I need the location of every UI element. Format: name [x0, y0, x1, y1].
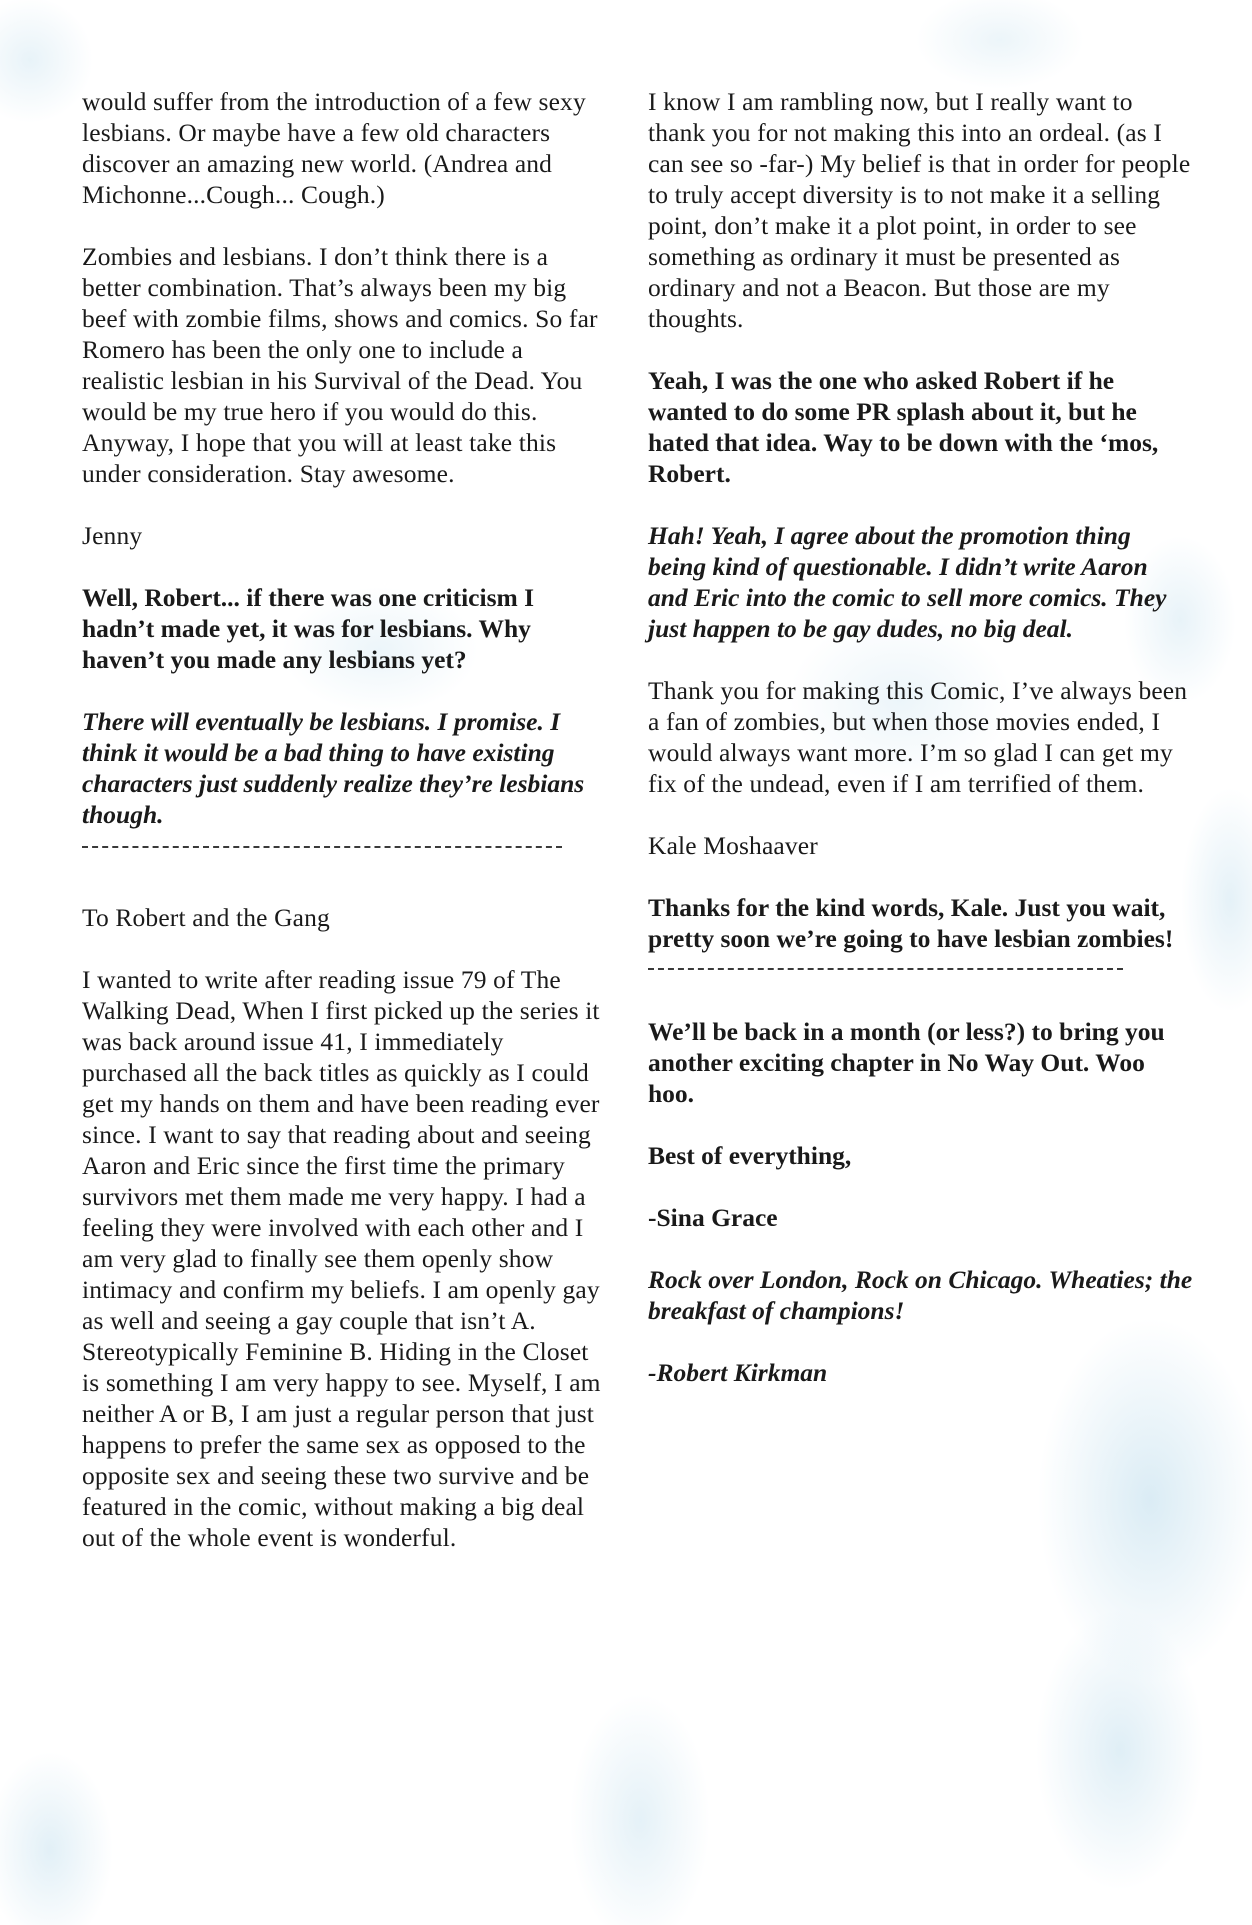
letter-continuation: would suffer from the introduction of a few sexy lesbians. Or maybe have a few old characters discover an amazing new world. (Andrea and Michonne...Cough... Cough.) — [82, 87, 586, 209]
sign-off: Best of everything, — [648, 1141, 852, 1170]
section-divider — [648, 968, 1123, 970]
letter-salutation: To Robert and the Gang — [82, 903, 330, 932]
editor-signature: -Sina Grace — [648, 1203, 778, 1232]
closing-note: We’ll be back in a month (or less?) to bring you another exciting chapter in No Way Out. Woo hoo. — [648, 1017, 1165, 1108]
kirkman-closing: Rock over London, Rock on Chicago. Wheaties; the breakfast of champions! — [648, 1265, 1193, 1325]
editor-reply: Thanks for the kind words, Kale. Just you wait, pretty soon we’re going to have lesbian zombies! — [648, 893, 1174, 953]
right-column — [648, 86, 1193, 1419]
letter-signature: Kale Moshaaver — [648, 831, 818, 860]
kirkman-signature: -Robert Kirkman — [648, 1358, 828, 1387]
editor-reply: Yeah, I was the one who asked Robert if he wanted to do some PR splash about it, but he hated that idea. Way to be down with the ‘mos, Robert. — [648, 366, 1159, 488]
letter-signature: Jenny — [82, 521, 143, 550]
kirkman-reply: There will eventually be lesbians. I promise. I think it would be a bad thing to have existing characters just suddenly realize they’re lesbians though. — [82, 707, 585, 829]
kirkman-reply: Hah! Yeah, I agree about the promotion thing being kind of questionable. I didn’t write Aaron and Eric into the comic to sell more comics. They just happen to be gay dudes, no big deal. — [648, 521, 1167, 643]
letter-paragraph: Zombies and lesbians. I don’t think there is a better combination. That’s always been my big beef with zombie films, shows and comics. So far Romero has been the only one to include a realistic lesbian in his Survival of the Dead. You would be my true hero if you would do this. Anyway, I hope that you will at least take this under consideration. Stay awesome. — [82, 242, 598, 488]
section-divider — [82, 846, 562, 848]
left-column — [82, 86, 607, 1584]
letter-body: Thank you for making this Comic, I’ve always been a fan of zombies, but when those movies ended, I would always want more. I’m so glad I can get my fix of the undead, even if I am terrified of them. — [648, 676, 1188, 798]
letter-body: I wanted to write after reading issue 79 of The Walking Dead, When I first picked up the series it was back around issue 41, I immediately purchased all the back titles as quickly as I could get my hands on them and have been reading ever since. I want to say that reading about and seeing Aaron and Eric since the first time the primary survivors met them made me very happy. I had a feeling they were involved with each other and I am very glad to finally see them openly show intimacy and confirm my beliefs. I am openly gay as well and seeing a gay couple that isn’t A. Stereotypically Feminine B. Hiding in the Closet is something I am very happy to see. Myself, I am neither A or B, I am just a regular person that just happens to prefer the same sex as opposed to the opposite sex and seeing these two survive and be featured in the comic, without making a big deal out of the whole event is wonderful. — [82, 965, 601, 1552]
letter-paragraph: I know I am rambling now, but I really want to thank you for not making this into an ordeal. (as I can see so -far-) My belief is that in order for people to truly accept diversity is to not make it a selling point, don’t make it a plot point, in order to see something as ordinary it must be presented as ordinary and not a Beacon. But those are my thoughts. — [648, 87, 1191, 333]
editor-reply: Well, Robert... if there was one criticism I hadn’t made yet, it was for lesbians. Why haven’t you made any lesbians yet? — [82, 583, 535, 674]
